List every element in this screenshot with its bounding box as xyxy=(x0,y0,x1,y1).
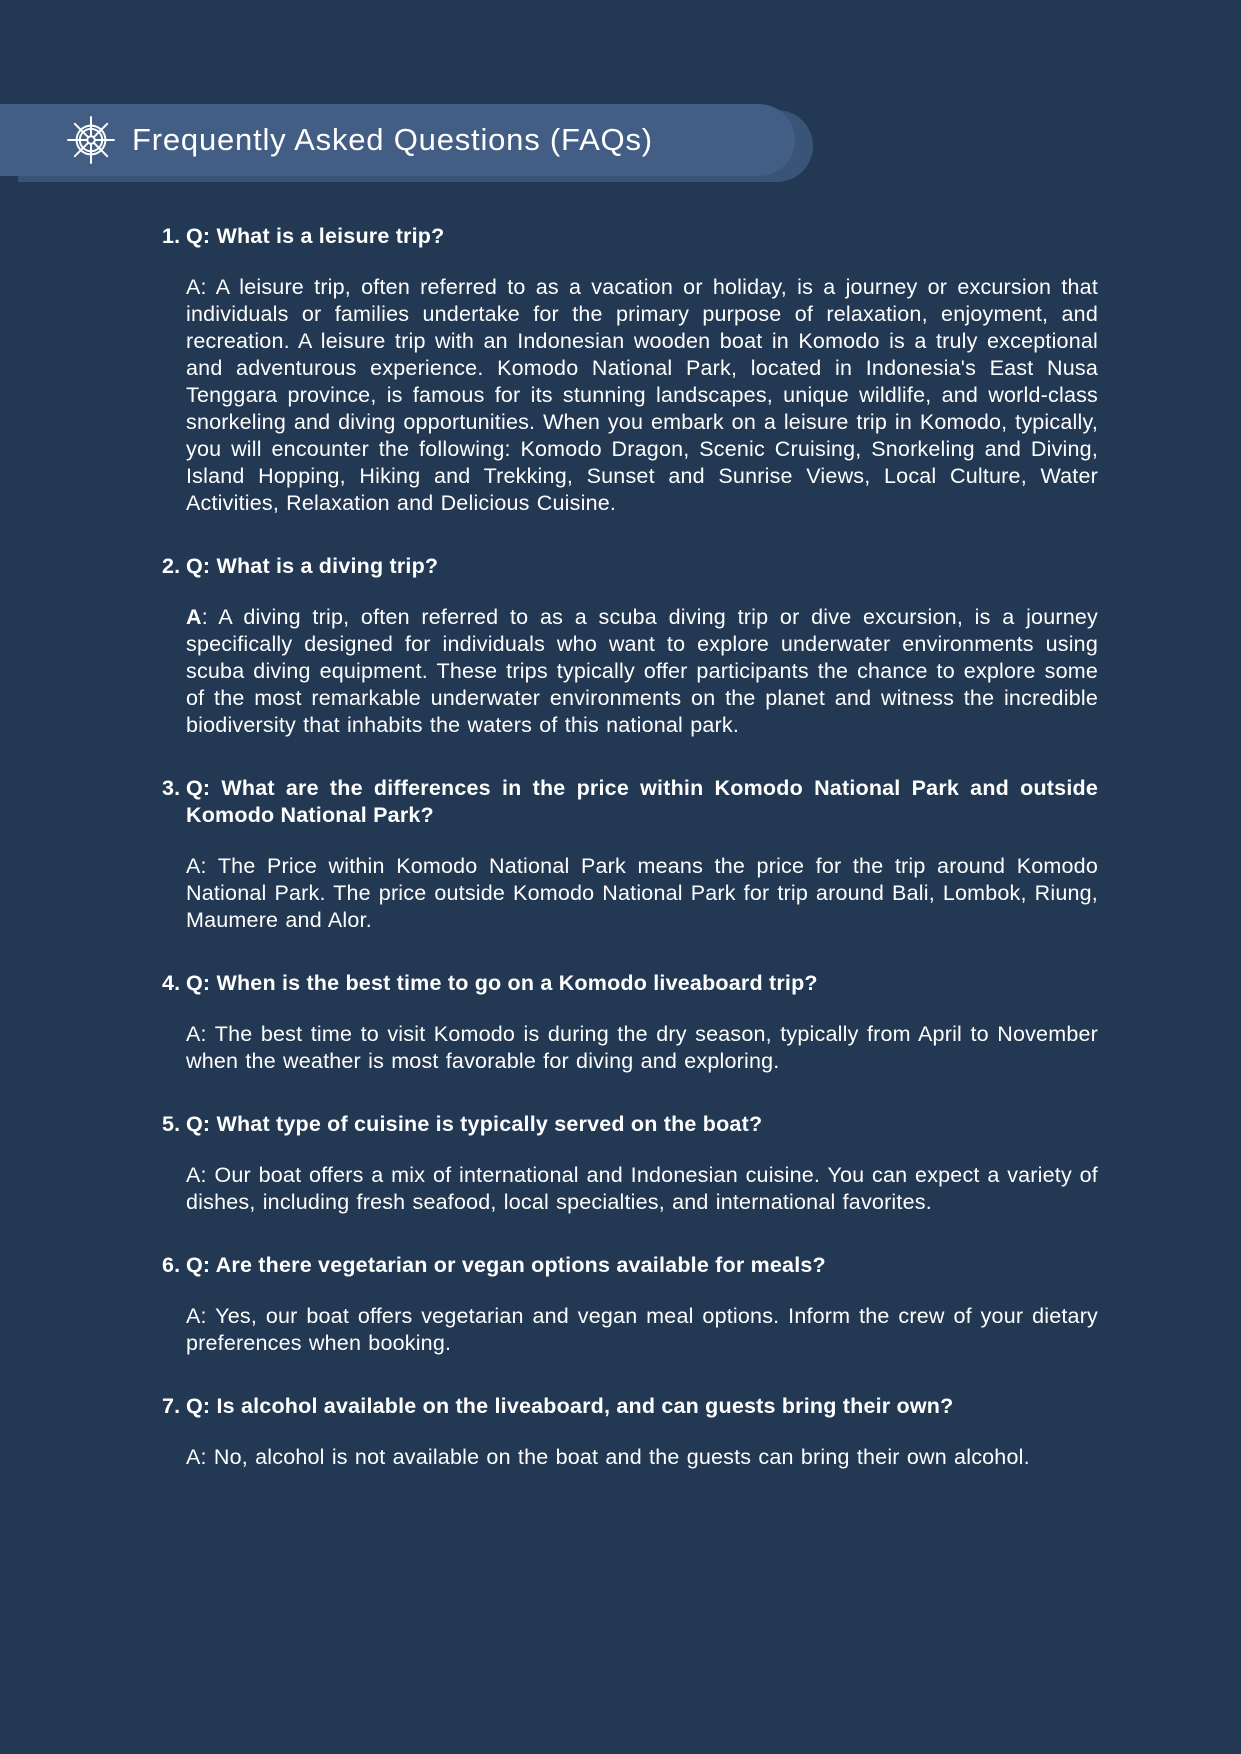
question-number: 3. xyxy=(162,776,181,800)
answer-text: : No, alcohol is not available on the boat and the guests can bring their own alcohol. xyxy=(200,1445,1030,1469)
faq-item-7 xyxy=(162,1393,1098,1471)
answer-prefix: A xyxy=(186,1304,201,1328)
answer-prefix: A xyxy=(186,1445,201,1469)
faq-answer xyxy=(162,853,1098,934)
answer-prefix: A xyxy=(186,854,201,878)
faq-answer xyxy=(162,1021,1098,1075)
faq-answer xyxy=(162,1303,1098,1357)
faq-question xyxy=(162,553,1098,580)
faq-item-5 xyxy=(162,1111,1098,1216)
answer-text: : The best time to visit Komodo is during the dry season, typically from April to November when the weather is most favorable for diving and exploring. xyxy=(186,1022,1098,1073)
question-text: Q: What type of cuisine is typically served on the boat? xyxy=(186,1112,763,1136)
faq-question xyxy=(162,223,1098,250)
page-title: Frequently Asked Questions (FAQs) xyxy=(132,122,653,157)
faq-question xyxy=(162,1252,1098,1279)
question-text: Q: What is a leisure trip? xyxy=(186,224,445,248)
answer-text: : A diving trip, often referred to as a scuba diving trip or dive excursion, is a journey specifically designed for individuals who want to explore underwater environments using scuba diving equipment. These trips typically offer participants the chance to explore some of the most remarkable underwater environments on the planet and witness the incredible biodiversity that inhabits the waters of this national park. xyxy=(186,605,1098,737)
answer-prefix: A xyxy=(186,605,202,629)
question-number: 5. xyxy=(162,1112,181,1136)
question-text: Q: When is the best time to go on a Komodo liveaboard trip? xyxy=(186,971,818,995)
faq-question xyxy=(162,1111,1098,1138)
faq-item-6 xyxy=(162,1252,1098,1357)
question-number: 2. xyxy=(162,554,181,578)
question-number: 4. xyxy=(162,971,181,995)
faq-item-1 xyxy=(162,223,1098,517)
ship-wheel-icon xyxy=(64,113,118,167)
answer-text: : The Price within Komodo National Park means the price for the trip around Komodo National Park. The price outside Komodo National Park for trip around Bali, Lombok, Riung, Maumere and Alor. xyxy=(186,854,1098,932)
faq-item-2 xyxy=(162,553,1098,739)
question-number: 6. xyxy=(162,1253,181,1277)
faq-header-band xyxy=(0,104,795,176)
faq-item-3 xyxy=(162,775,1098,934)
answer-text: : Our boat offers a mix of international and Indonesian cuisine. You can expect a variety of dishes, including fresh seafood, local specialties, and international favorites. xyxy=(186,1163,1098,1214)
answer-prefix: A xyxy=(186,1163,201,1187)
answer-text: : Yes, our boat offers vegetarian and vegan meal options. Inform the crew of your dietary preferences when booking. xyxy=(186,1304,1098,1355)
question-text: Q: Is alcohol available on the liveaboard, and can guests bring their own? xyxy=(186,1394,954,1418)
question-text: Q: What are the differences in the price within Komodo National Park and outside Komodo National Park? xyxy=(186,776,1098,827)
answer-prefix: A xyxy=(186,275,201,299)
answer-text: : A leisure trip, often referred to as a vacation or holiday, is a journey or excursion that individuals or families undertake for the primary purpose of relaxation, enjoyment, and recreation. A leisure trip with an Indonesian wooden boat in Komodo is a truly exceptional and adventurous experience. Komodo National Park, located in Indonesia's East Nusa Tenggara province, is famous for its stunning landscapes, unique wildlife, and world-class snorkeling and diving opportunities. When you embark on a leisure trip in Komodo, typically, you will encounter the following: Komodo Dragon, Scenic Cruising, Snorkeling and Diving, Island Hopping, Hiking and Trekking, Sunset and Sunrise Views, Local Culture, Water Activities, Relaxation and Delicious Cuisine. xyxy=(186,275,1098,515)
question-number: 7. xyxy=(162,1394,181,1418)
question-text: Q: Are there vegetarian or vegan options available for meals? xyxy=(186,1253,826,1277)
faq-item-4 xyxy=(162,970,1098,1075)
faq-answer xyxy=(162,1162,1098,1216)
faq-list xyxy=(162,223,1098,1471)
faq-answer xyxy=(162,274,1098,517)
answer-prefix: A xyxy=(186,1022,201,1046)
faq-answer xyxy=(162,1444,1098,1471)
faq-question xyxy=(162,970,1098,997)
faq-answer xyxy=(162,604,1098,739)
faq-question xyxy=(162,775,1098,829)
question-number: 1. xyxy=(162,224,181,248)
faq-question xyxy=(162,1393,1098,1420)
question-text: Q: What is a diving trip? xyxy=(186,554,439,578)
